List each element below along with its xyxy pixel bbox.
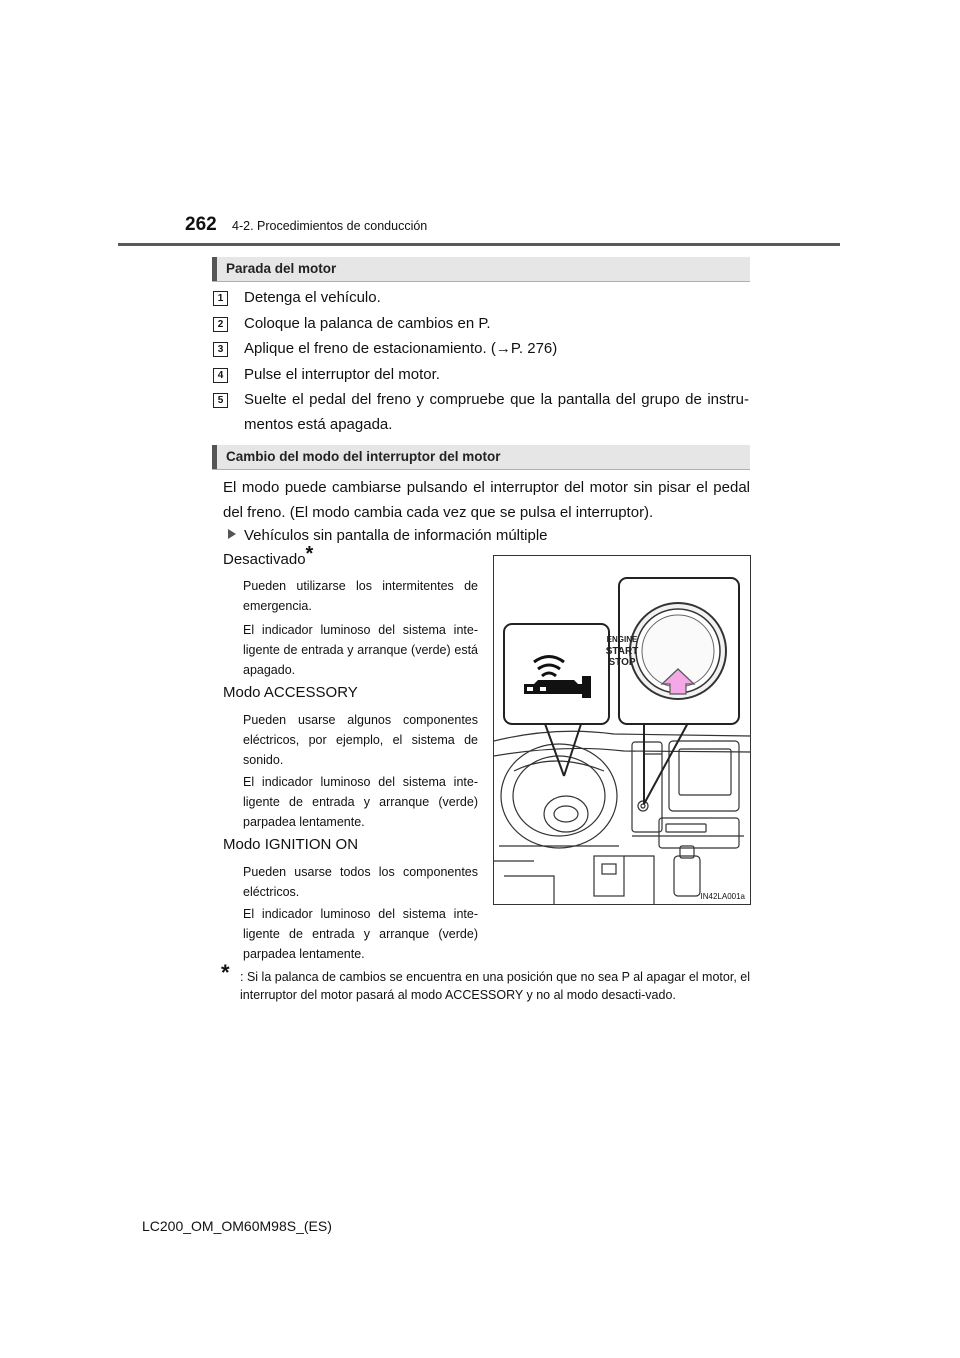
mode-description: El indicador luminoso del sistema inte-ligente de entrada y arranque (verde) está apagado.	[243, 623, 478, 677]
start-label: START	[605, 646, 639, 657]
image-code: IN42LA001a	[700, 892, 745, 901]
triangle-right-icon	[228, 529, 236, 539]
step-text: Detenga el vehículo.	[244, 289, 381, 306]
header-divider	[118, 243, 840, 246]
engine-label: ENGINE	[606, 635, 638, 644]
mode-title-text: Desactivado	[223, 551, 306, 568]
mode-description: Pueden usarse todos los componentes eléctricos.	[243, 865, 478, 899]
mode-title: Modo ACCESSORY	[223, 684, 358, 701]
section-marker	[212, 257, 217, 281]
footnote-marker: *	[305, 543, 314, 565]
step-text: Suelte el pedal del freno y compruebe que la pantalla del grupo de instru-mentos está apagada.	[244, 391, 749, 433]
dashboard-illustration	[494, 556, 750, 904]
vehicle-note-text: Vehículos sin pantalla de información múltiple	[244, 527, 548, 544]
step-text: Pulse el interruptor del motor.	[244, 366, 440, 383]
vehicle-note	[228, 526, 548, 546]
step-number: 1	[213, 291, 228, 306]
section-title: Parada del motor	[226, 261, 337, 276]
section-title-bar	[212, 445, 750, 470]
section-title-bar	[212, 257, 750, 282]
mode-title	[223, 543, 314, 568]
step-number: 4	[213, 368, 228, 383]
section-title: Cambio del modo del interruptor del motor	[226, 449, 501, 464]
section-marker	[212, 445, 217, 469]
step-text[interactable]: Aplique el freno de estacionamiento. (→P. 276)	[244, 340, 558, 357]
mode-description: Pueden usarse algunos componentes eléctricos, por ejemplo, el sistema de sonido.	[243, 713, 478, 767]
step-number: 2	[213, 317, 228, 332]
mode-description: El indicador luminoso del sistema inte-ligente de entrada y arranque (verde) parpadea lentamente.	[243, 775, 478, 829]
footnote-text: : Si la palanca de cambios se encuentra en una posición que no sea P al apagar el motor, el interruptor del motor pasará al modo ACCESSORY y no al modo desacti-vado.	[240, 970, 750, 1002]
footnote-marker: *	[221, 960, 230, 985]
step-number: 5	[213, 393, 228, 408]
section-header: 4-2. Procedimientos de conducción	[232, 219, 428, 233]
page-number: 262	[185, 214, 217, 235]
document-code: LC200_OM_OM60M98S_(ES)	[142, 1218, 332, 1234]
mode-title: Modo IGNITION ON	[223, 836, 359, 853]
section-intro: El modo puede cambiarse pulsando el interruptor del motor sin pisar el pedal del freno. (El modo cambia cada vez que se pulsa el interruptor).	[223, 479, 750, 521]
mode-description: Pueden utilizarse los intermitentes de emergencia.	[243, 579, 478, 613]
step-text: Coloque la palanca de cambios en P.	[244, 315, 491, 332]
step-number: 3	[213, 342, 228, 357]
mode-description: El indicador luminoso del sistema inte-ligente de entrada y arranque (verde) parpadea lentamente.	[243, 907, 478, 961]
stop-label: STOP	[608, 657, 636, 668]
dashboard-figure	[493, 555, 751, 905]
